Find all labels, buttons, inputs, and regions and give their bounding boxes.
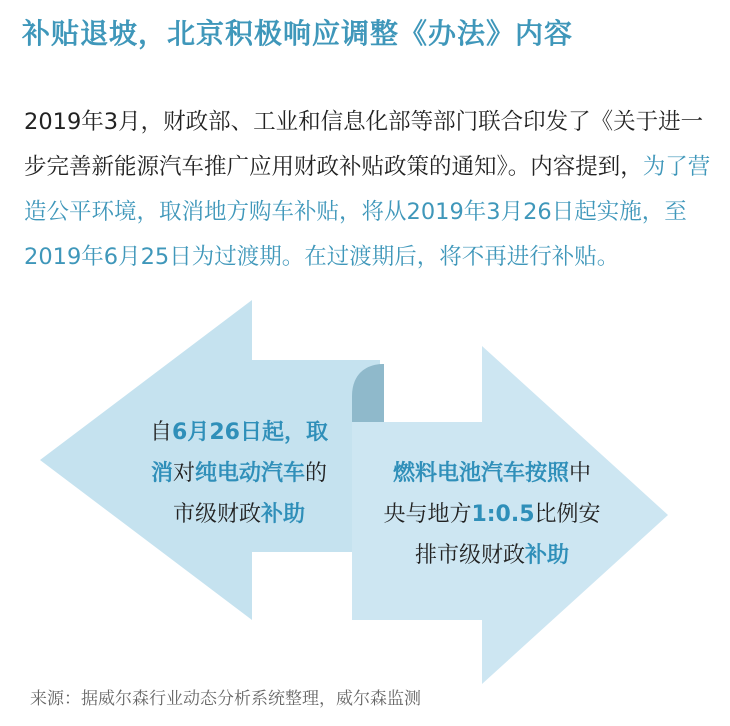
right-line-3: 排市级财政补助 — [414, 543, 570, 568]
right-line-1: 燃料电池汽车按照中 — [392, 461, 592, 486]
left-line-1: 自6月26日起，取 — [150, 420, 328, 445]
left-arrow-text — [134, 412, 344, 535]
page-title: 补贴退坡，北京积极响应调整《办法》内容 — [22, 17, 574, 50]
right-line-2: 央与地方1:0.5比例安 — [383, 502, 601, 527]
left-line-2: 消对纯电动汽车的 — [150, 461, 328, 486]
intro-text: 2019年3月，财政部、工业和信息化部等部门联合印发了《关于进一步完善新能源汽车推广应用财政补贴政策的通知》。内容提到， — [24, 109, 704, 180]
left-line-3: 市级财政补助 — [172, 502, 306, 527]
right-arrow-text — [372, 453, 612, 576]
source-note: 来源：据威尔森行业动态分析系统整理，威尔森监测 — [30, 689, 421, 709]
intro-highlight-text: 为了营造公平环境，取消地方购车补贴，将从2019年3月26日起实施，至2019年6月25日为过渡期。在过渡期后，将不再进行补贴。 — [24, 154, 711, 270]
